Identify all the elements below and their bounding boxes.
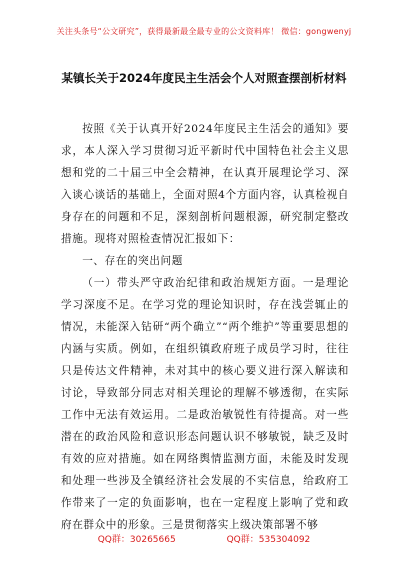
footer-qq-group-1: QQ群：30265665 [97,535,176,545]
header-banner: 关注头条号“公文研究”，获得最新最全最专业的公文资料库！ 微信：gongwenyj [56,27,352,36]
section-heading: 一、存在的突出问题 [82,255,183,267]
footer-contact [0,532,408,545]
footer-qq-group-2: QQ群：535304092 [226,535,311,545]
document-body [61,118,349,536]
document-title: 某镇长关于2024年度民主生活会个人对照查摆剖析材料 [61,71,347,85]
body-paragraph-section-1: （一）带头严守政治纪律和政治规矩方面。一是理论学习深度不足。在学习党的理论知识时，存在浅尝辄止的情况，未能深入钻研“两个确立”“两个维护”等重要思想的内涵与实质。例如，在组织镇政府班子成员学习时，往往只是传达文件精神，未对其中的核心要义进行深入解读和讨论，导致部分同志对相关理论的理解不够透彻，在实际工作中无法有效运用。二是政治敏锐性有待提高。对一些潜在的政治风险和意识形态问题认识不够敏锐，缺乏及时有效的应对措施。如在网络舆情监测方面，未能及时发现和处理一些涉及全镇经济社会发展的不实信息，给政府工作带来了一定的负面影响，也在一定程度上影响了党和政府在群众中的形象。三是贯彻落实上级决策部署不够 [61,277,349,531]
body-paragraph-intro: 按照《关于认真开好2024年度民主生活会的通知》要求，本人深入学习贯彻习近平新时代中国特色社会主义思想和党的二十届三中全会精神，在认真开展理论学习、深入谈心谈话的基础上，全面对照4个方面内容，认真检视自身存在的问题和不足，深刻剖析问题根源，研究制定整改措施。现将对照检查情况汇报如下： [61,123,349,245]
